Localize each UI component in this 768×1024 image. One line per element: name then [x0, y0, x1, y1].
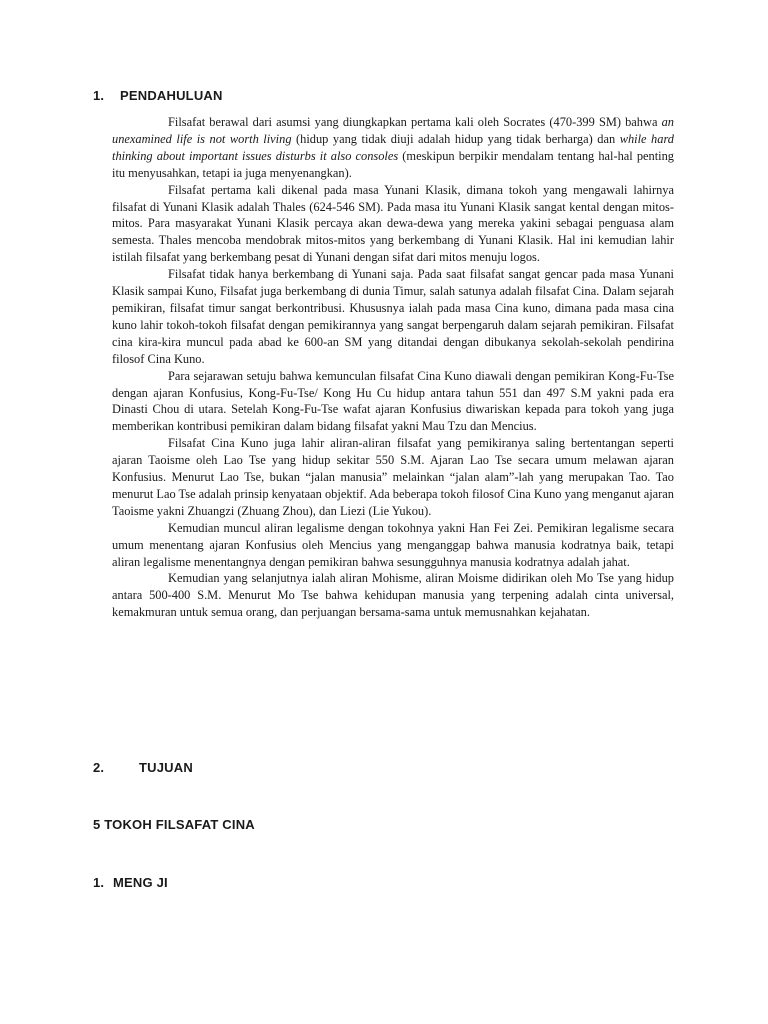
section-title: PENDAHULUAN	[120, 88, 223, 103]
section-number: 2.	[93, 760, 105, 775]
section-title: 5 TOKOH FILSAFAT CINA	[93, 817, 255, 832]
text-run: (meskipun berpikir mendalam tentang hal-hal penting itu menyusahkan, tetapi ia juga menyenangkan).	[112, 148, 675, 180]
section-heading-tokoh-filsafat	[93, 817, 255, 832]
section-heading-meng-ji	[93, 875, 168, 890]
text-run: (hidup yang tidak diuji adalah hidup yang tidak berharga) dan	[291, 131, 620, 146]
section-title: TUJUAN	[139, 760, 193, 775]
paragraph-taoisme: Filsafat Cina Kuno juga lahir aliran-aliran filsafat yang pemikiranya saling bertentangan seperti ajaran Taoisme oleh Lao Tse yang hidup sekitar 550 S.M. Ajaran Lao Tse secara umum melawan ajaran Konfusius. Menurut Lao Tse, bukan “jalan manusia” melainkan “jalan alam”-lah yang merupakan Tao. Tao menurut Lao Tse adalah prinsip kenyataan objektif. Ada beberapa tokoh filosof Cina Kuno yang menganut ajaran Taoisme yakni Zhuangzi (Zhuang Zhou), dan Liezi (Lie Yukou).	[112, 436, 674, 518]
paragraph-legalisme: Kemudian muncul aliran legalisme dengan tokohnya yakni Han Fei Zei. Pemikiran legalisme secara umum menentang ajaran Konfusius oleh Mencius yang menganggap bahwa manusia kodratnya baik, tetapi aliran legalisme menentangnya dengan pemikiran bahwa sesungguhnya manusia kodratnya adalah jahat.	[112, 520, 674, 569]
section-number: 1.	[93, 88, 105, 103]
italic-quote: an unexamined life is not worth living	[112, 115, 674, 146]
section-heading-tujuan	[93, 760, 193, 775]
paragraph-socrates	[112, 114, 674, 182]
paragraph-konfusius: Para sejarawan setuju bahwa kemunculan filsafat Cina Kuno diawali dengan pemikiran Kong-Fu-Tse dengan ajaran Konfusius, Kong-Fu-Tse/ Kong Hu Cu hidup antara tahun 551 dan 497 S.M yakni pada era Dinasti Chou di utara. Setelah Kong-Fu-Tse wafat ajaran Konfusius diwariskan kepada para tokoh yang juga memberikan kontribusi pemikiran dalam bidang filsafat yakni Mau Tzu dan Mencius.	[112, 368, 674, 434]
paragraph-filsafat-timur: Filsafat tidak hanya berkembang di Yunani saja. Pada saat filsafat sangat gencar pada masa Yunani Klasik sampai Kuno, Filsafat juga berkembang di dunia Timur, salah satunya adalah filsafat Cina. Dalam sejarah pemikiran, filsafat timur sangat berkontribusi. Khususnya ialah pada masa Cina kuno, dimana pada masa cina kuno lahir tokoh-tokoh filsafat dengan pemikirannya yang sangat berpengaruh dalam sejarah pemikiran. Filsafat cina kira-kira muncul pada abad ke 600-an SM yang ditandai dengan dibukanya sekolah-sekolah pendirina filosof Cina Kuno.	[112, 267, 674, 366]
body-text	[112, 114, 674, 621]
paragraph-mohisme: Kemudian yang selanjutnya ialah aliran Mohisme, aliran Moisme didirikan oleh Mo Tse yang hidup antara 500-400 S.M. Menurut Mo Tse bahwa kehidupan manusia yang terpening adalah cinta universal, kemakmuran untuk semua orang, dan perjuangan bersama-sama untuk memusnahkan kejahatan.	[112, 571, 674, 620]
paragraph-thales: Filsafat pertama kali dikenal pada masa Yunani Klasik, dimana tokoh yang mengawali lahirnya filsafat di Yunani Klasik adalah Thales (624-546 SM). Pada masa itu Yunani Klasik sangat kental dengan mitos-mitos. Para masyarakat Yunani Klasik percaya akan dewa-dewa yang mereka yakini sebagai penguasa alam semesta. Thales mencoba mendobrak mitos-mitos yang berkembang di Yunani Klasik. Hal ini kemudian lahir istilah filsafat yang berkembang pesat di Yunani dengan sifat dari mitos menuju logos.	[112, 182, 674, 265]
text-run: Filsafat berawal dari asumsi yang diungkapkan pertama kali oleh Socrates (470-399 SM) bahwa	[168, 115, 662, 129]
italic-quote: while hard thinking about important issues disturbs it also consoles	[112, 131, 674, 163]
section-heading-pendahuluan	[93, 88, 223, 103]
section-number: 1.	[93, 875, 105, 890]
section-title: MENG JI	[113, 875, 168, 890]
